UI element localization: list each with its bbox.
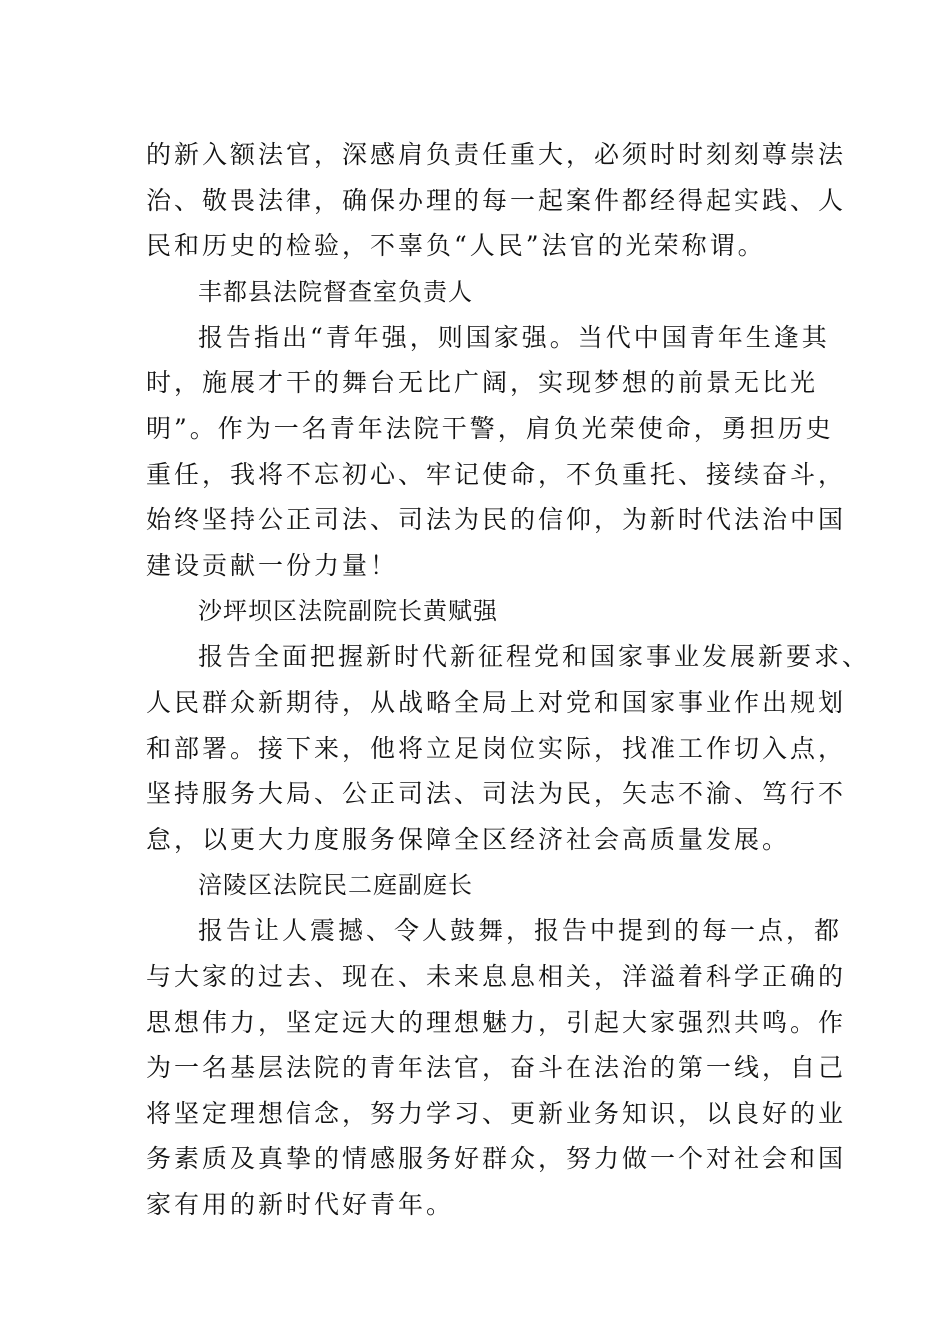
text-line: 和部署。接下来，他将立足岗位实际，找准工作切入点， bbox=[146, 733, 847, 763]
text-line: 怠，以更大力度服务保障全区经济社会高质量发展。 bbox=[146, 824, 791, 854]
text-line: 与大家的过去、现在、未来息息相关，洋溢着科学正确的 bbox=[146, 961, 847, 991]
section-heading: 涪陵区法院民二庭副庭长 bbox=[198, 871, 473, 900]
section-fengdu bbox=[146, 269, 847, 589]
text-line: 重任，我将不忘初心、牢记使命，不负重托、接续奋斗， bbox=[146, 459, 847, 489]
text-line: 始终坚持公正司法、司法为民的信仰，为新时代法治中国 bbox=[146, 505, 847, 535]
text-line: 将坚定理想信念，努力学习、更新业务知识，以良好的业 bbox=[146, 1098, 847, 1128]
text-line: 治、敬畏法律，确保办理的每一起案件都经得起实践、人 bbox=[146, 185, 847, 215]
text-line: 坚持服务大局、公正司法、司法为民，矢志不渝、笃行不 bbox=[146, 779, 847, 809]
text-line: 人民群众新期待，从战略全局上对党和国家事业作出规划 bbox=[146, 687, 847, 717]
intro-paragraph bbox=[146, 132, 847, 269]
section-heading: 沙坪坝区法院副院长黄赋强 bbox=[198, 597, 498, 626]
text-line: 明”。作为一名青年法院干警，肩负光荣使命，勇担历史 bbox=[146, 413, 834, 443]
section-fuling bbox=[146, 862, 847, 1227]
text-line: 思想伟力，坚定远大的理想魅力，引起大家强烈共鸣。作 bbox=[146, 1007, 847, 1037]
text-line: 报告指出“青年强，则国家强。当代中国青年生逢其 bbox=[198, 322, 830, 352]
section-heading: 丰都县法院督查室负责人 bbox=[198, 277, 473, 306]
text-line: 的新入额法官，深感肩负责任重大，必须时时刻刻尊崇法 bbox=[146, 140, 847, 169]
text-line: 时，施展才干的舞台无比广阔，实现梦想的前景无比光 bbox=[146, 368, 819, 398]
text-line: 民和历史的检验，不辜负“人民”法官的光荣称谓。 bbox=[146, 231, 766, 261]
text-line: 家有用的新时代好青年。 bbox=[146, 1189, 455, 1219]
text-line: 报告让人震撼、令人鼓舞，报告中提到的每一点，都 bbox=[198, 916, 843, 946]
text-line: 建设贡献一份力量！ bbox=[146, 550, 399, 580]
text-line: 为一名基层法院的青年法官，奋斗在法治的第一线，自己 bbox=[146, 1053, 847, 1083]
section-shapingba bbox=[146, 588, 871, 862]
document-page bbox=[146, 132, 871, 1227]
text-line: 报告全面把握新时代新征程党和国家事业发展新要求、 bbox=[198, 642, 871, 672]
text-line: 务素质及真挚的情感服务好群众，努力做一个对社会和国 bbox=[146, 1144, 847, 1174]
